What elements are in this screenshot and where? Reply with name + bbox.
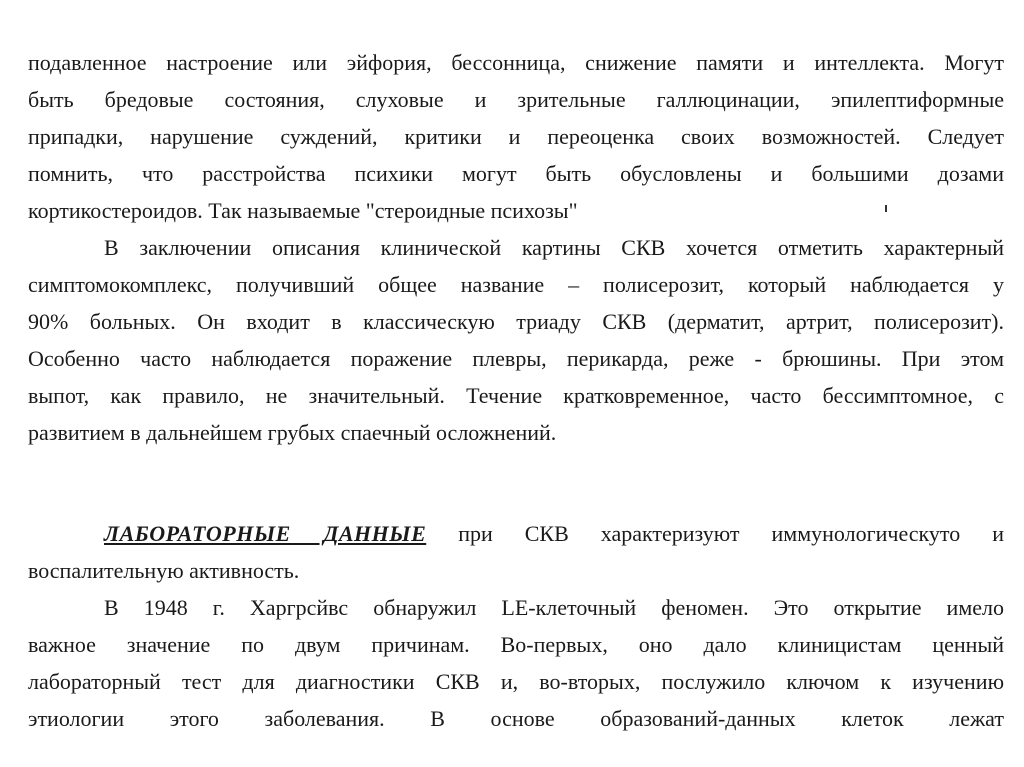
text-line: помнить, что расстройства психики могут быть обусловлены и большими дозами — [28, 161, 1004, 186]
text-line: припадки, нарушение суждений, критики и переоценка своих возможностей. Следует — [28, 124, 1004, 149]
stray-mark — [885, 205, 887, 212]
text-line: важное значение по двум причинам. Во-первых, оно дало клиницистам ценный — [28, 632, 1004, 657]
text-line: 90% больных. Он входит в классическую триаду СКВ (дерматит, артрит, полисерозит). — [28, 309, 1004, 334]
text-line: этиологии этого заболевания. В основе образований-данных клеток лежат — [28, 706, 1004, 731]
text-line: воспалительную активность. — [28, 558, 300, 583]
text-line: Особенно часто наблюдается поражение плевры, перикарда, реже - брюшины. При этом — [28, 346, 1004, 371]
document-page — [28, 44, 1004, 737]
paragraph-psychiatric-symptoms — [28, 44, 1004, 229]
heading-continuation: при СКВ характеризуют иммунологическуто и — [458, 521, 1004, 546]
text-line: подавленное настроение или эйфория, бессонница, снижение памяти и интеллекта. Могут — [28, 50, 1004, 75]
text-line: развитием в дальнейшем грубых спаечный осложнений. — [28, 420, 557, 445]
text-line — [28, 515, 1004, 552]
text-line: В заключении описания клинической картины СКВ хочется отметить характерный — [104, 235, 1004, 260]
text-line: быть бредовые состояния, слуховые и зрительные галлюцинации, эпилептиформные — [28, 87, 1004, 112]
paragraph-spacer — [28, 451, 1004, 515]
paragraph-laboratory-data — [28, 515, 1004, 589]
text-line: лабораторный тест для диагностики СКВ и, во-вторых, послужило ключом к изучению — [28, 669, 1004, 694]
paragraph-polyserositis — [28, 229, 1004, 451]
text-line: кортикостероидов. Так называемые "стероидные психозы" — [28, 198, 578, 223]
section-heading: ЛАБОРАТОРНЫЕ ДАННЫЕ — [104, 521, 427, 546]
paragraph-le-cell-phenomenon — [28, 589, 1004, 737]
text-line: В 1948 г. Харгрсйвс обнаружил LE-клеточный феномен. Это открытие имело — [104, 595, 1004, 620]
page-bottom-edge — [0, 753, 1024, 767]
text-line: выпот, как правило, не значительный. Течение кратковременное, часто бессимптомное, с — [28, 383, 1004, 408]
text-line: симптомокомплекс, получивший общее название – полисерозит, который наблюдается у — [28, 272, 1004, 297]
